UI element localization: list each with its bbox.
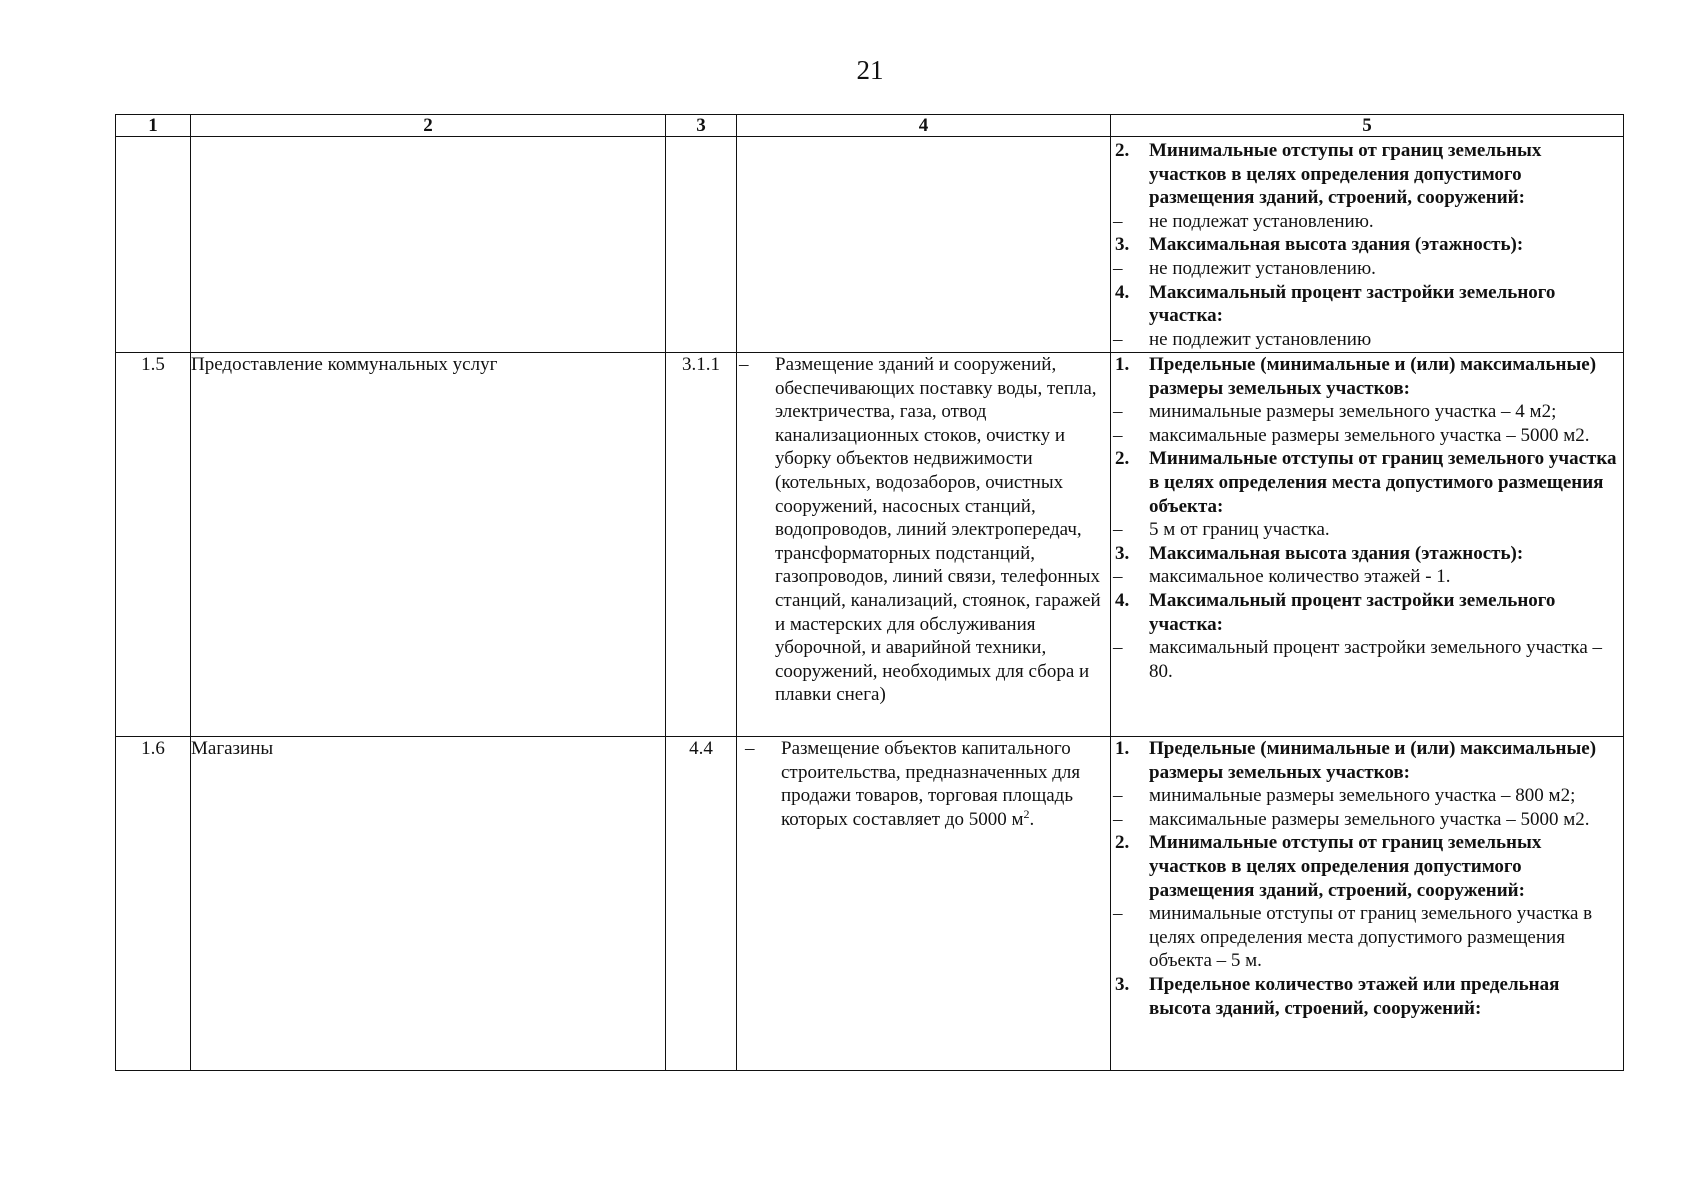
parameter-heading [1111,737,1623,784]
use-type-name [191,137,666,353]
superscript: 2 [1023,806,1030,821]
dash-marker: – [1113,401,1123,423]
table-row [116,137,1624,353]
parameter-heading-text: Предельное количество этажей или предельная высота зданий, строений, сооружений: [1149,973,1560,1019]
item-number: 1. [1115,738,1130,759]
parameter-heading [1111,973,1623,1020]
parameter-heading [1111,589,1623,636]
dash-marker: – [1113,328,1123,350]
parameter-heading-text: Максимальная высота здания (этажность): [1149,234,1524,256]
dash-marker: – [1113,210,1123,232]
parameter-value-text: минимальные размеры земельного участка – 4 м2; [1149,401,1557,423]
dash-marker: – [1113,637,1123,659]
item-number: 2. [1115,448,1130,470]
use-type-name: Предоставление коммунальных услуг [191,353,666,737]
item-number: 3. [1115,542,1130,564]
parameter-value [1111,257,1623,281]
description-item [743,737,1110,831]
parameter-heading [1111,542,1623,566]
parameter-heading [1111,233,1623,257]
item-number: 4. [1115,281,1130,303]
description-item [737,353,1110,707]
parameter-heading-text: Минимальные отступы от границ земельного участка в целях определения места допустимого размещения объекта: [1149,448,1617,517]
item-number: 3. [1115,973,1130,995]
parameter-value [1111,565,1623,589]
parameter-value [1111,518,1623,542]
dash-marker: – [1113,808,1123,830]
parameter-value-text: максимальное количество этажей - 1. [1149,566,1451,588]
description-text-tail: . [1029,808,1035,830]
dash-marker: – [1113,903,1123,925]
regulations-table [115,114,1624,1071]
parameter-heading [1111,353,1623,400]
parameter-value-text: минимальные размеры земельного участка – 800 м2; [1149,785,1576,807]
row-number: 1.5 [116,353,191,737]
dash-marker: – [739,354,749,375]
header-cell: 2 [191,115,666,137]
parameter-heading [1111,831,1623,902]
dash-marker: – [1113,566,1123,588]
item-number: 2. [1115,832,1130,854]
use-type-code: 3.1.1 [666,353,737,737]
parameter-value-text: максимальные размеры земельного участка – 5000 м2. [1149,808,1590,830]
parameter-heading-text: Минимальные отступы от границ земельных участков в целях определения допустимого размещения зданий, строений, сооружений: [1149,832,1542,901]
page-number: 21 [856,55,884,85]
parameter-value [1111,636,1623,683]
row-number: 1.6 [116,737,191,1071]
parameter-heading-text: Максимальный процент застройки земельного участка: [1149,281,1556,327]
building-parameters [1111,353,1624,737]
parameter-value [1111,424,1623,448]
parameter-heading [1111,281,1623,328]
description-text-main: Размещение зданий и сооружений, обеспечивающих поставку воды, тепла, электричества, газа, отвод канализационных стоков, очистку и уборку объектов недвижимости (котельных, водозаборов, очистных сооружений, насосных станций, водопроводов, линий электропередач, трансформаторных подстанций, газопроводов, линий связи, телефонных станций, канализаций, стоянок, гаражей и мастерских для обслуживания уборочной, и аварийной техники, сооружений, необходимых для сбора и плавки снега) [775,354,1101,706]
parameter-value [1111,784,1623,808]
parameter-value [1111,210,1623,234]
item-number: 2. [1115,140,1130,161]
dash-marker: – [745,738,755,759]
parameter-value-text: не подлежит установлению. [1149,257,1376,279]
use-type-code: 4.4 [666,737,737,1071]
parameter-value-text: максимальный процент застройки земельного участка – 80. [1149,637,1603,682]
parameter-heading [1111,447,1623,518]
header-row [116,115,1624,137]
description-text-main: Размещение объектов капитального строительства, предназначенных для продажи товаров, торговая площадь которых составляет до 5000 м [781,738,1081,830]
parameter-value [1111,808,1623,832]
item-number: 3. [1115,234,1130,256]
parameter-value-text: не подлежит установлению [1149,328,1372,350]
row-number [116,137,191,353]
parameter-heading [1111,139,1623,210]
parameter-heading-text: Максимальная высота здания (этажность): [1149,542,1524,564]
parameter-heading-text: Минимальные отступы от границ земельных участков в целях определения допустимого размещения зданий, строений, сооружений: [1149,140,1542,209]
dash-marker: – [1113,424,1123,446]
parameter-value [1111,902,1623,973]
parameter-value [1111,400,1623,424]
use-type-description [737,137,1111,353]
header-cell: 3 [666,115,737,137]
building-parameters [1111,137,1624,353]
parameter-value [1111,328,1623,352]
parameter-value-text: минимальные отступы от границ земельного участка в целях определения места допустимого размещения объекта – 5 м. [1149,903,1593,972]
header-cell: 1 [116,115,191,137]
table-row [116,737,1624,1071]
description-text [781,737,1110,831]
table-row [116,353,1624,737]
dash-marker: – [1113,785,1123,807]
parameter-heading-text: Максимальный процент застройки земельного участка: [1149,589,1556,635]
parameter-heading-text: Предельные (минимальные и (или) максимальные) размеры земельных участков: [1149,738,1597,783]
use-type-code [666,137,737,353]
description-text [775,353,1110,707]
use-type-name: Магазины [191,737,666,1071]
use-type-description [737,353,1111,737]
parameter-value-text: максимальные размеры земельного участка – 5000 м2. [1149,424,1590,446]
item-number: 4. [1115,589,1130,611]
parameter-value-text: не подлежат установлению. [1149,210,1374,232]
parameter-value-text: 5 м от границ участка. [1149,519,1330,541]
header-cell: 4 [737,115,1111,137]
building-parameters [1111,737,1624,1071]
use-type-description [737,737,1111,1071]
dash-marker: – [1113,519,1123,541]
dash-marker: – [1113,257,1123,279]
header-cell: 5 [1111,115,1624,137]
parameter-heading-text: Предельные (минимальные и (или) максимальные) размеры земельных участков: [1149,354,1597,399]
item-number: 1. [1115,354,1130,375]
